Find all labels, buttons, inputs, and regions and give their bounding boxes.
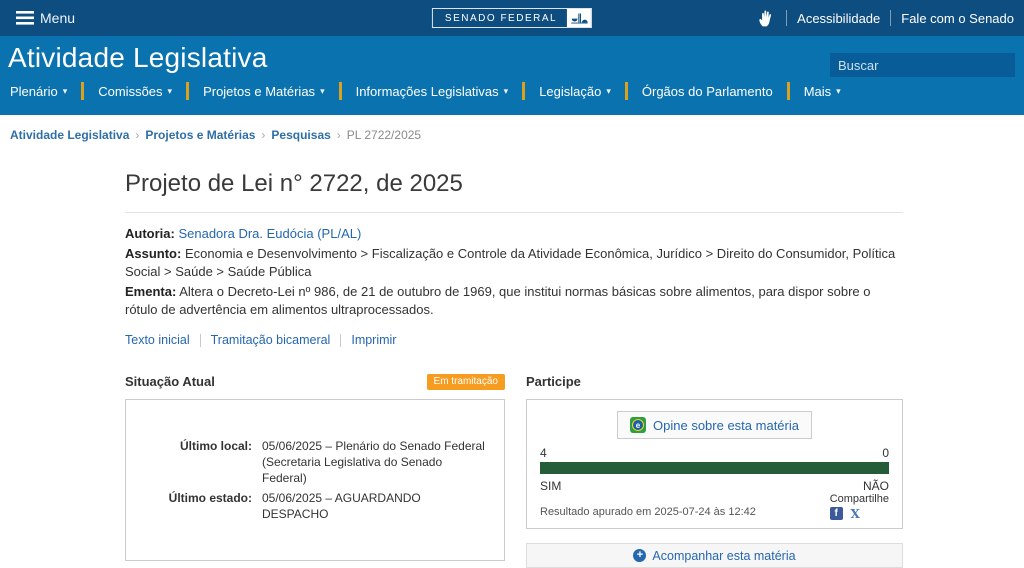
materia-meta bbox=[125, 225, 903, 319]
participe-header bbox=[526, 373, 903, 390]
acompanhar-button[interactable] bbox=[526, 543, 903, 568]
nav-label: Mais bbox=[803, 83, 832, 99]
menu-label: Menu bbox=[40, 10, 76, 26]
page-title: Projeto de Lei n° 2722, de 2025 bbox=[125, 170, 463, 197]
nav-item-plenario[interactable] bbox=[8, 84, 81, 99]
breadcrumb bbox=[0, 115, 1024, 154]
plus-circle-icon: + bbox=[633, 549, 646, 562]
ementa-value: Altera o Decreto-Lei nº 986, de 21 de outubro de 1969, que institui normas básicas sobre alimentos, para dispor sobre o rótulo de advertência em alimentos ultraprocessados. bbox=[125, 284, 871, 317]
menu-button[interactable] bbox=[16, 10, 75, 26]
texto-inicial-link[interactable]: Texto inicial bbox=[125, 333, 190, 347]
chevron-down-icon: ▾ bbox=[62, 85, 68, 96]
poll-counts bbox=[540, 446, 889, 460]
ultimo-local-label: Último local: bbox=[179, 439, 252, 453]
breadcrumb-separator: › bbox=[261, 128, 266, 142]
assunto-line bbox=[125, 245, 903, 281]
ultimo-local-value: 05/06/2025 – Plenário do Senado Federal (Secretaria Legislativa do Senado Federal) bbox=[262, 439, 485, 485]
nav-label: Projetos e Matérias bbox=[203, 83, 316, 99]
facebook-icon[interactable]: f bbox=[830, 507, 843, 520]
breadcrumb-separator: › bbox=[135, 128, 140, 142]
acessibilidade-link[interactable]: Acessibilidade bbox=[797, 10, 881, 26]
ultimo-estado-value: 05/06/2025 – AGUARDANDO DESPACHO bbox=[262, 491, 421, 521]
nao-count: 0 bbox=[882, 446, 889, 460]
ultimo-estado-label: Último estado: bbox=[168, 491, 252, 505]
congress-building-icon bbox=[567, 9, 591, 27]
nav-label: Órgãos do Parlamento bbox=[641, 83, 773, 99]
participe-box bbox=[526, 399, 903, 529]
ultimo-estado-row bbox=[140, 490, 490, 522]
nav-label: Informações Legislativas bbox=[355, 83, 499, 99]
situacao-header bbox=[125, 373, 505, 390]
chevron-down-icon: ▾ bbox=[836, 85, 841, 96]
nao-label: NÃO bbox=[862, 479, 889, 493]
breadcrumb-pesquisas[interactable]: Pesquisas bbox=[271, 128, 331, 142]
chevron-down-icon: ▾ bbox=[503, 85, 509, 96]
poll-bar-sim bbox=[540, 462, 889, 474]
nav-label: Comissões bbox=[98, 83, 163, 99]
assunto-label: Assunto: bbox=[125, 246, 182, 261]
ecidadania-letter: e bbox=[632, 419, 644, 431]
situacao-heading: Situação Atual bbox=[125, 374, 215, 389]
autoria-link[interactable]: Senadora Dra. Eudócia (PL/AL) bbox=[178, 226, 362, 241]
x-twitter-icon[interactable]: X bbox=[850, 506, 860, 521]
chevron-down-icon: ▾ bbox=[167, 85, 173, 96]
senado-federal-label: SENADO FEDERAL bbox=[444, 13, 558, 24]
ultimo-local-row bbox=[140, 438, 490, 486]
materia-actions bbox=[125, 333, 903, 347]
ementa-line bbox=[125, 283, 903, 319]
libras-hand-icon bbox=[757, 9, 776, 28]
nav-item-mais[interactable] bbox=[790, 84, 855, 99]
sim-label: SIM bbox=[540, 479, 562, 493]
ementa-label: Ementa: bbox=[125, 284, 177, 299]
nav-item-informacoes-legislativas[interactable] bbox=[342, 84, 523, 99]
chevron-down-icon: ▾ bbox=[606, 85, 611, 96]
autoria-line bbox=[125, 225, 903, 243]
topbar-separator bbox=[786, 10, 787, 26]
main-navigation bbox=[8, 82, 1014, 100]
nav-item-orgaos-do-parlamento[interactable] bbox=[628, 84, 787, 99]
status-badge: Em tramitação bbox=[427, 374, 505, 390]
title-divider bbox=[125, 212, 903, 213]
nav-item-comissoes[interactable] bbox=[84, 84, 186, 99]
situacao-atual-section bbox=[125, 373, 505, 568]
breadcrumb-atividade-legislativa[interactable]: Atividade Legislativa bbox=[10, 128, 130, 142]
compartilhe-label: Compartilhe bbox=[829, 493, 889, 505]
ecidadania-icon bbox=[630, 417, 646, 433]
topbar-links bbox=[757, 9, 1014, 28]
participe-heading: Participe bbox=[526, 374, 581, 389]
chevron-down-icon: ▾ bbox=[320, 85, 325, 96]
tramitacao-bicameral-link[interactable]: Tramitação bicameral bbox=[210, 333, 331, 347]
autoria-label: Autoria: bbox=[125, 226, 175, 241]
nav-label: Plenário bbox=[10, 83, 58, 99]
acompanhar-button-label: Acompanhar esta matéria bbox=[652, 548, 796, 563]
nav-item-projetos-e-materias[interactable] bbox=[189, 84, 339, 99]
site-header bbox=[0, 36, 1024, 115]
breadcrumb-projetos-e-materias[interactable]: Projetos e Matérias bbox=[145, 128, 256, 142]
search-input[interactable] bbox=[838, 58, 1014, 73]
share-block bbox=[830, 493, 889, 520]
topbar-separator bbox=[890, 10, 891, 26]
nav-label: Legislação bbox=[539, 83, 602, 99]
breadcrumb-separator: › bbox=[336, 128, 341, 142]
fale-com-senado-link[interactable]: Fale com o Senado bbox=[901, 10, 1014, 26]
opine-button-label: Opine sobre esta matéria bbox=[653, 417, 799, 433]
situacao-box bbox=[125, 399, 505, 561]
main-content bbox=[125, 170, 903, 568]
site-title: Atividade Legislativa bbox=[8, 42, 268, 73]
hamburger-icon bbox=[16, 11, 34, 25]
poll-footer bbox=[540, 493, 889, 520]
resultado-text: Resultado apurado em 2025-07-24 às 12:42 bbox=[540, 506, 756, 518]
poll-labels bbox=[540, 479, 889, 493]
imprimir-link[interactable]: Imprimir bbox=[351, 333, 397, 347]
share-icons bbox=[830, 507, 862, 520]
participe-section bbox=[526, 373, 903, 568]
nav-item-legislacao[interactable] bbox=[525, 84, 625, 99]
sim-count: 4 bbox=[540, 446, 547, 460]
opine-button[interactable] bbox=[617, 411, 812, 439]
content-columns bbox=[125, 373, 903, 568]
assunto-value: Economia e Desenvolvimento > Fiscalização e Controle da Atividade Econômica, Jurídico > Direito do Consumidor, Política Social > Saúde > Saúde Pública bbox=[125, 246, 896, 279]
search-box[interactable] bbox=[830, 53, 1015, 77]
senado-federal-badge[interactable] bbox=[432, 8, 592, 28]
breadcrumb-current: PL 2722/2025 bbox=[346, 128, 422, 142]
top-bar bbox=[0, 0, 1024, 36]
